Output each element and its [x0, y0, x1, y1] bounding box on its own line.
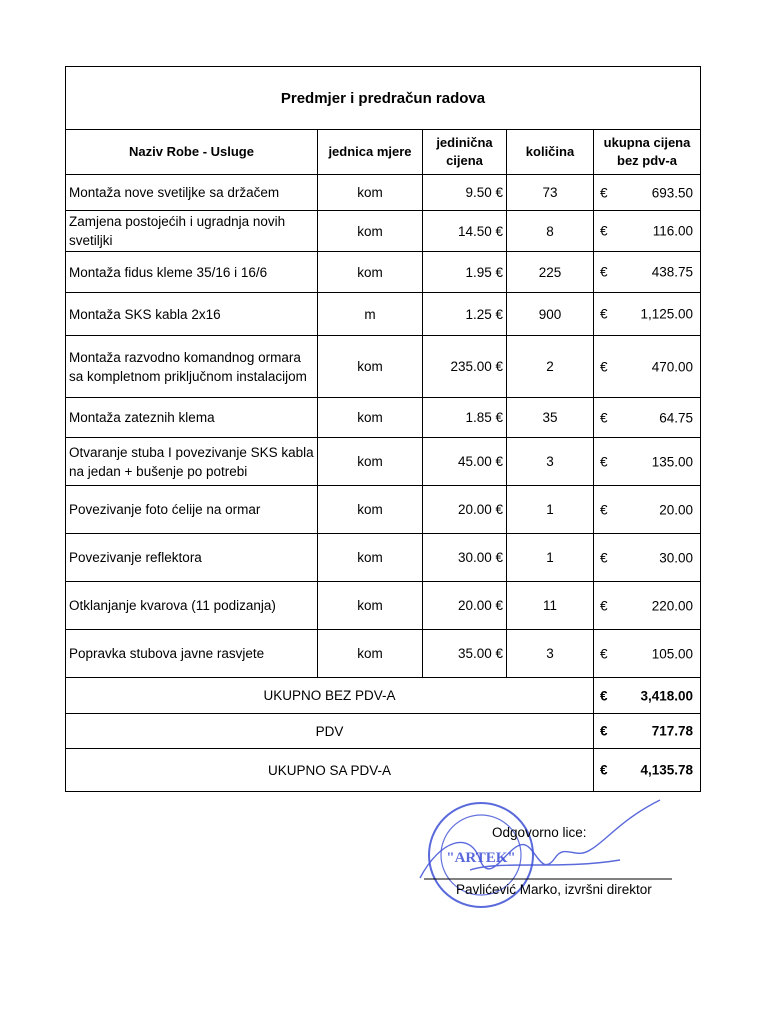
item-total-amount: 220.00	[651, 598, 694, 613]
item-unit: kom	[318, 336, 423, 398]
currency-symbol: €	[600, 646, 608, 661]
item-unit: kom	[318, 486, 423, 534]
item-unit: kom	[318, 398, 423, 438]
item-total-amount: 20.00	[659, 502, 694, 517]
item-total-amount: 135.00	[651, 454, 694, 469]
item-unit-price: 20.00 €	[423, 582, 507, 630]
header-quantity: količina	[507, 130, 594, 175]
item-total-amount: 30.00	[659, 550, 694, 565]
item-unit: kom	[318, 630, 423, 678]
item-name: Montaža fidus kleme 35/16 i 16/6	[66, 252, 318, 293]
currency-symbol: €	[600, 688, 608, 703]
totals-amount: 3,418.00	[640, 688, 694, 703]
item-unit-price: 45.00 €	[423, 438, 507, 486]
item-quantity: 3	[507, 630, 594, 678]
item-quantity: 3	[507, 438, 594, 486]
item-unit-price: 235.00 €	[423, 336, 507, 398]
currency-symbol: €	[600, 223, 608, 239]
currency-symbol: €	[600, 550, 608, 565]
totals-label: PDV	[66, 714, 594, 749]
totals-label: UKUPNO BEZ PDV-A	[66, 678, 594, 714]
item-name: Montaža SKS kabla 2x16	[66, 293, 318, 336]
item-total-amount: 116.00	[652, 223, 694, 239]
header-unit-price-line1: jedinična	[436, 135, 493, 150]
currency-symbol: €	[600, 502, 608, 517]
item-name: Montaža zateznih klema	[66, 398, 318, 438]
item-unit-price: 9.50 €	[423, 175, 507, 211]
item-quantity: 35	[507, 398, 594, 438]
item-total-amount: 105.00	[651, 646, 694, 661]
page-title: Predmjer i predračun radova	[66, 67, 701, 130]
item-unit-price: 14.50 €	[423, 211, 507, 252]
currency-symbol: €	[600, 185, 608, 200]
item-unit: kom	[318, 252, 423, 293]
item-unit: kom	[318, 582, 423, 630]
totals-amount: 4,135.78	[640, 762, 694, 778]
header-unit: jednica mjere	[318, 130, 423, 175]
item-unit-price: 1.25 €	[423, 293, 507, 336]
header-name: Naziv Robe - Usluge	[66, 130, 318, 175]
director-name: Pavlićević Marko, izvršni direktor	[456, 882, 652, 897]
item-total-amount: 470.00	[651, 359, 694, 374]
item-name: Otklanjanje kvarova (11 podizanja)	[66, 582, 318, 630]
currency-symbol: €	[600, 762, 608, 778]
totals-label: UKUPNO SA PDV-A	[66, 749, 594, 792]
item-name: Povezivanje foto ćelije na ormar	[66, 486, 318, 534]
item-unit-price: 1.85 €	[423, 398, 507, 438]
item-quantity: 73	[507, 175, 594, 211]
item-name: Otvaranje stuba I povezivanje SKS kabla na jedan + bušenje po potrebi	[66, 438, 318, 486]
item-total-amount: 693.50	[651, 185, 694, 200]
header-unit-price-line2: cijena	[446, 153, 483, 168]
item-quantity: 2	[507, 336, 594, 398]
item-unit-price: 20.00 €	[423, 486, 507, 534]
currency-symbol: €	[600, 598, 608, 613]
currency-symbol: €	[600, 264, 608, 280]
item-unit: kom	[318, 175, 423, 211]
item-quantity: 1	[507, 486, 594, 534]
item-quantity: 11	[507, 582, 594, 630]
item-total-amount: 64.75	[659, 410, 694, 425]
item-quantity: 225	[507, 252, 594, 293]
item-total-amount: 438.75	[651, 264, 694, 280]
item-name: Montaža nove svetiljke sa držačem	[66, 175, 318, 211]
header-total-line2: bez pdv-a	[617, 153, 677, 168]
item-quantity: 8	[507, 211, 594, 252]
item-name: Popravka stubova javne rasvjete	[66, 630, 318, 678]
responsible-person-label: Odgovorno lice:	[492, 825, 587, 840]
currency-symbol: €	[600, 723, 608, 739]
currency-symbol: €	[600, 410, 608, 425]
item-quantity: 900	[507, 293, 594, 336]
stamp-text: "ARTEK"	[446, 850, 516, 866]
item-unit: kom	[318, 438, 423, 486]
item-name: Povezivanje reflektora	[66, 534, 318, 582]
currency-symbol: €	[600, 454, 608, 469]
totals-amount: 717.78	[651, 723, 694, 739]
item-unit-price: 1.95 €	[423, 252, 507, 293]
currency-symbol: €	[600, 359, 608, 374]
item-total-amount: 1,125.00	[640, 306, 694, 322]
item-name: Montaža razvodno komandnog ormara sa kompletnom priključnom instalacijom	[66, 336, 318, 398]
item-quantity: 1	[507, 534, 594, 582]
item-unit: kom	[318, 534, 423, 582]
item-name: Zamjena postojećih i ugradnja novih svetiljki	[66, 211, 318, 252]
item-unit-price: 30.00 €	[423, 534, 507, 582]
item-unit-price: 35.00 €	[423, 630, 507, 678]
item-unit: m	[318, 293, 423, 336]
item-unit: kom	[318, 211, 423, 252]
currency-symbol: €	[600, 306, 608, 322]
header-total-line1: ukupna cijena	[603, 135, 691, 150]
